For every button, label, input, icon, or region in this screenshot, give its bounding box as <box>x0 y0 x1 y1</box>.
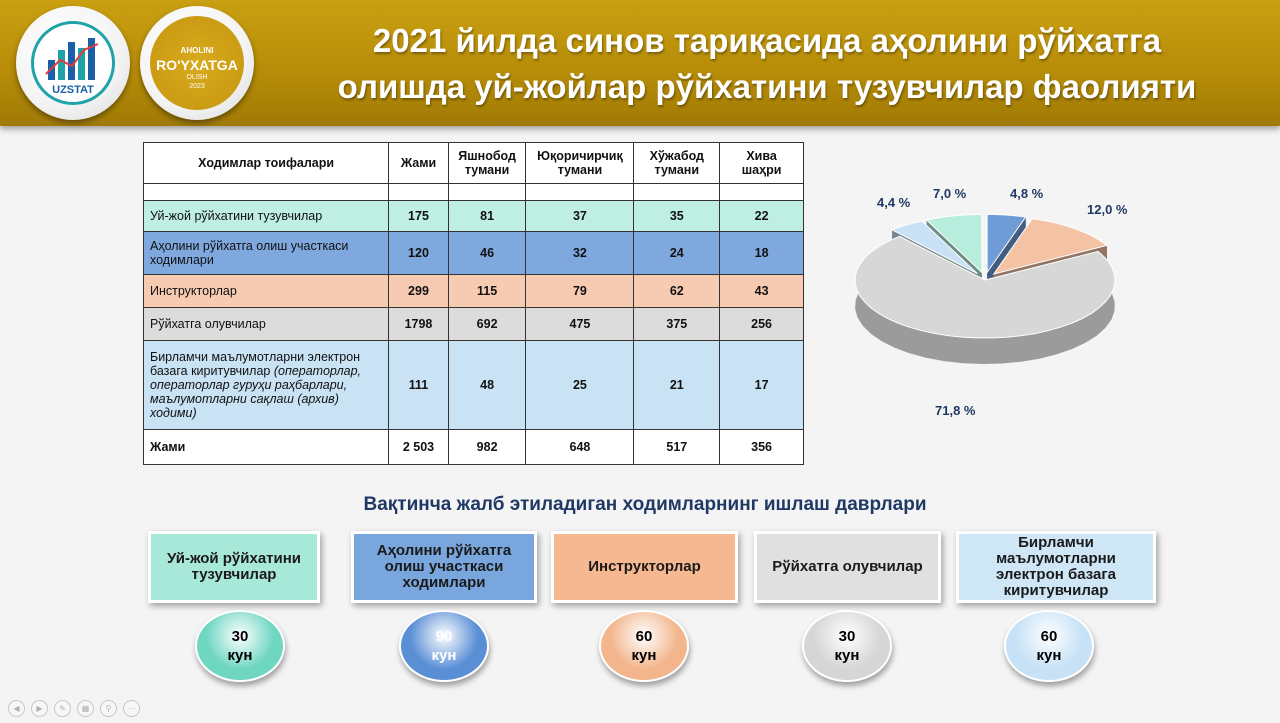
slideshow-toolbar <box>8 700 140 717</box>
previous-slide-icon[interactable]: ◀ <box>8 700 25 717</box>
period-oval-instructors <box>599 610 689 682</box>
period-oval-enumerators <box>802 610 892 682</box>
period-days: 90 <box>435 628 453 645</box>
cell-value: 79 <box>526 275 634 308</box>
slides-grid-icon[interactable]: ▦ <box>77 700 94 717</box>
period-box-label: Бирламчи маълумотларни электрон базага киритувчилар <box>996 534 1116 599</box>
header-xiva: Хива шаҳри <box>720 143 804 184</box>
pen-icon[interactable]: ✎ <box>54 700 71 717</box>
title-line-1: 2021 йилда синов тариқасида аҳолини рўйхатга <box>372 22 1162 59</box>
period-box-precinct <box>351 531 537 603</box>
header-total: Жами <box>389 143 449 184</box>
pie-chart <box>840 175 1280 435</box>
period-box-label: Инструкторлар <box>588 558 701 575</box>
more-options-icon[interactable]: ⋯ <box>123 700 140 717</box>
header-category: Ходимлар тоифалари <box>144 143 389 184</box>
cell-value: 62 <box>634 275 720 308</box>
period-unit: кун <box>834 647 860 664</box>
cell-value: 356 <box>720 430 804 465</box>
period-oval-housing <box>195 610 285 682</box>
pie-chart-svg <box>840 175 1280 435</box>
cell-value: 648 <box>526 430 634 465</box>
table-total-row <box>144 430 804 465</box>
table-header-row <box>144 143 804 184</box>
period-unit: кун <box>1036 647 1062 664</box>
cell-total: 120 <box>389 232 449 275</box>
cell-value: 517 <box>634 430 720 465</box>
pie-label-slice-3: 71,8 % <box>935 403 976 418</box>
row-category: Аҳолини рўйхатга олиш участкаси ходимлари <box>144 232 389 275</box>
period-oval-operators <box>1004 610 1094 682</box>
pie-label-slice-5: 7,0 % <box>933 186 967 201</box>
cell-total: 111 <box>389 341 449 430</box>
pie-label-slice-2: 12,0 % <box>1087 202 1128 217</box>
cell-value: 43 <box>720 275 804 308</box>
table-row <box>144 308 804 341</box>
cell-value: 256 <box>720 308 804 341</box>
period-box-label: Аҳолини рўйхатга олиш участкаси ходимлари <box>376 542 512 591</box>
cell-total: 175 <box>389 201 449 232</box>
period-days: 60 <box>1040 628 1058 645</box>
total-label: Жами <box>144 430 389 465</box>
bar-chart-icon <box>34 30 112 90</box>
census-logo <box>140 6 254 120</box>
census-emblem <box>150 16 244 110</box>
cell-value: 81 <box>448 201 526 232</box>
page-title <box>262 18 1272 110</box>
cell-value: 692 <box>448 308 526 341</box>
table-row <box>144 341 804 430</box>
row-category-main: Бирламчи маълумотларни электрон базага киритувчилар <box>150 350 361 378</box>
cell-value: 37 <box>526 201 634 232</box>
period-box-instructors <box>551 531 738 603</box>
row-category: Уй-жой рўйхатини тузувчилар <box>144 201 389 232</box>
period-box-label: Уй-жой рўйхатини тузувчилар <box>166 550 302 583</box>
periods-title: Вақтинча жалб этиладиган ходимларнинг ишлаш даврлари <box>363 494 927 515</box>
zoom-icon[interactable]: ⚲ <box>100 700 117 717</box>
census-logo-line2: RO'YXATGA <box>156 57 238 73</box>
header-xojabod: Хўжабод тумани <box>634 143 720 184</box>
staff-table <box>143 142 804 465</box>
cell-value: 375 <box>634 308 720 341</box>
period-unit: кун <box>431 647 457 664</box>
row-category: Инструкторлар <box>144 275 389 308</box>
row-category <box>144 341 389 430</box>
cell-value: 32 <box>526 232 634 275</box>
cell-value: 25 <box>526 341 634 430</box>
cell-value: 475 <box>526 308 634 341</box>
cell-value: 21 <box>634 341 720 430</box>
census-logo-line3: OLISH <box>186 74 208 81</box>
cell-value: 22 <box>720 201 804 232</box>
cell-total: 2 503 <box>389 430 449 465</box>
header-yuqorichirchiq: Юқоричирчиқ тумани <box>526 143 634 184</box>
period-box-housing <box>148 531 320 603</box>
table-row <box>144 275 804 308</box>
period-unit: кун <box>631 647 657 664</box>
cell-total: 299 <box>389 275 449 308</box>
period-oval-precinct <box>399 610 489 682</box>
next-slide-icon[interactable]: ▶ <box>31 700 48 717</box>
census-logo-line4: 2023 <box>189 83 205 90</box>
cell-total: 1798 <box>389 308 449 341</box>
uzstat-label: UZSTAT <box>52 84 94 96</box>
cell-value: 24 <box>634 232 720 275</box>
cell-value: 48 <box>448 341 526 430</box>
row-category-note: (операторлар, операторлар гуруҳи раҳбарлари, маълумотларни сақлаш (архив) ходими) <box>150 364 362 420</box>
period-days: 60 <box>635 628 653 645</box>
table-spacer-row <box>144 184 804 201</box>
header-banner <box>0 0 1280 126</box>
period-days: 30 <box>231 628 249 645</box>
pie-label-slice-1: 4,8 % <box>1010 186 1044 201</box>
cell-value: 17 <box>720 341 804 430</box>
title-line-2: олишда уй-жойлар рўйхатини тузувчилар фаолияти <box>337 68 1197 105</box>
period-box-label: Рўйхатга олувчилар <box>772 558 923 575</box>
cell-value: 35 <box>634 201 720 232</box>
table-row <box>144 232 804 275</box>
cell-value: 46 <box>448 232 526 275</box>
table-row <box>144 201 804 232</box>
header-yashnobod: Яшнобод тумани <box>448 143 526 184</box>
uzstat-logo <box>16 6 130 120</box>
cell-value: 18 <box>720 232 804 275</box>
cell-value: 982 <box>448 430 526 465</box>
cell-value: 115 <box>448 275 526 308</box>
period-box-enumerators <box>754 531 941 603</box>
row-category: Рўйхатга олувчилар <box>144 308 389 341</box>
period-unit: кун <box>227 647 253 664</box>
period-days: 30 <box>838 628 856 645</box>
pie-label-slice-4: 4,4 % <box>877 195 911 210</box>
census-logo-line1: AHOLINI <box>180 46 214 55</box>
period-box-operators <box>956 531 1156 603</box>
